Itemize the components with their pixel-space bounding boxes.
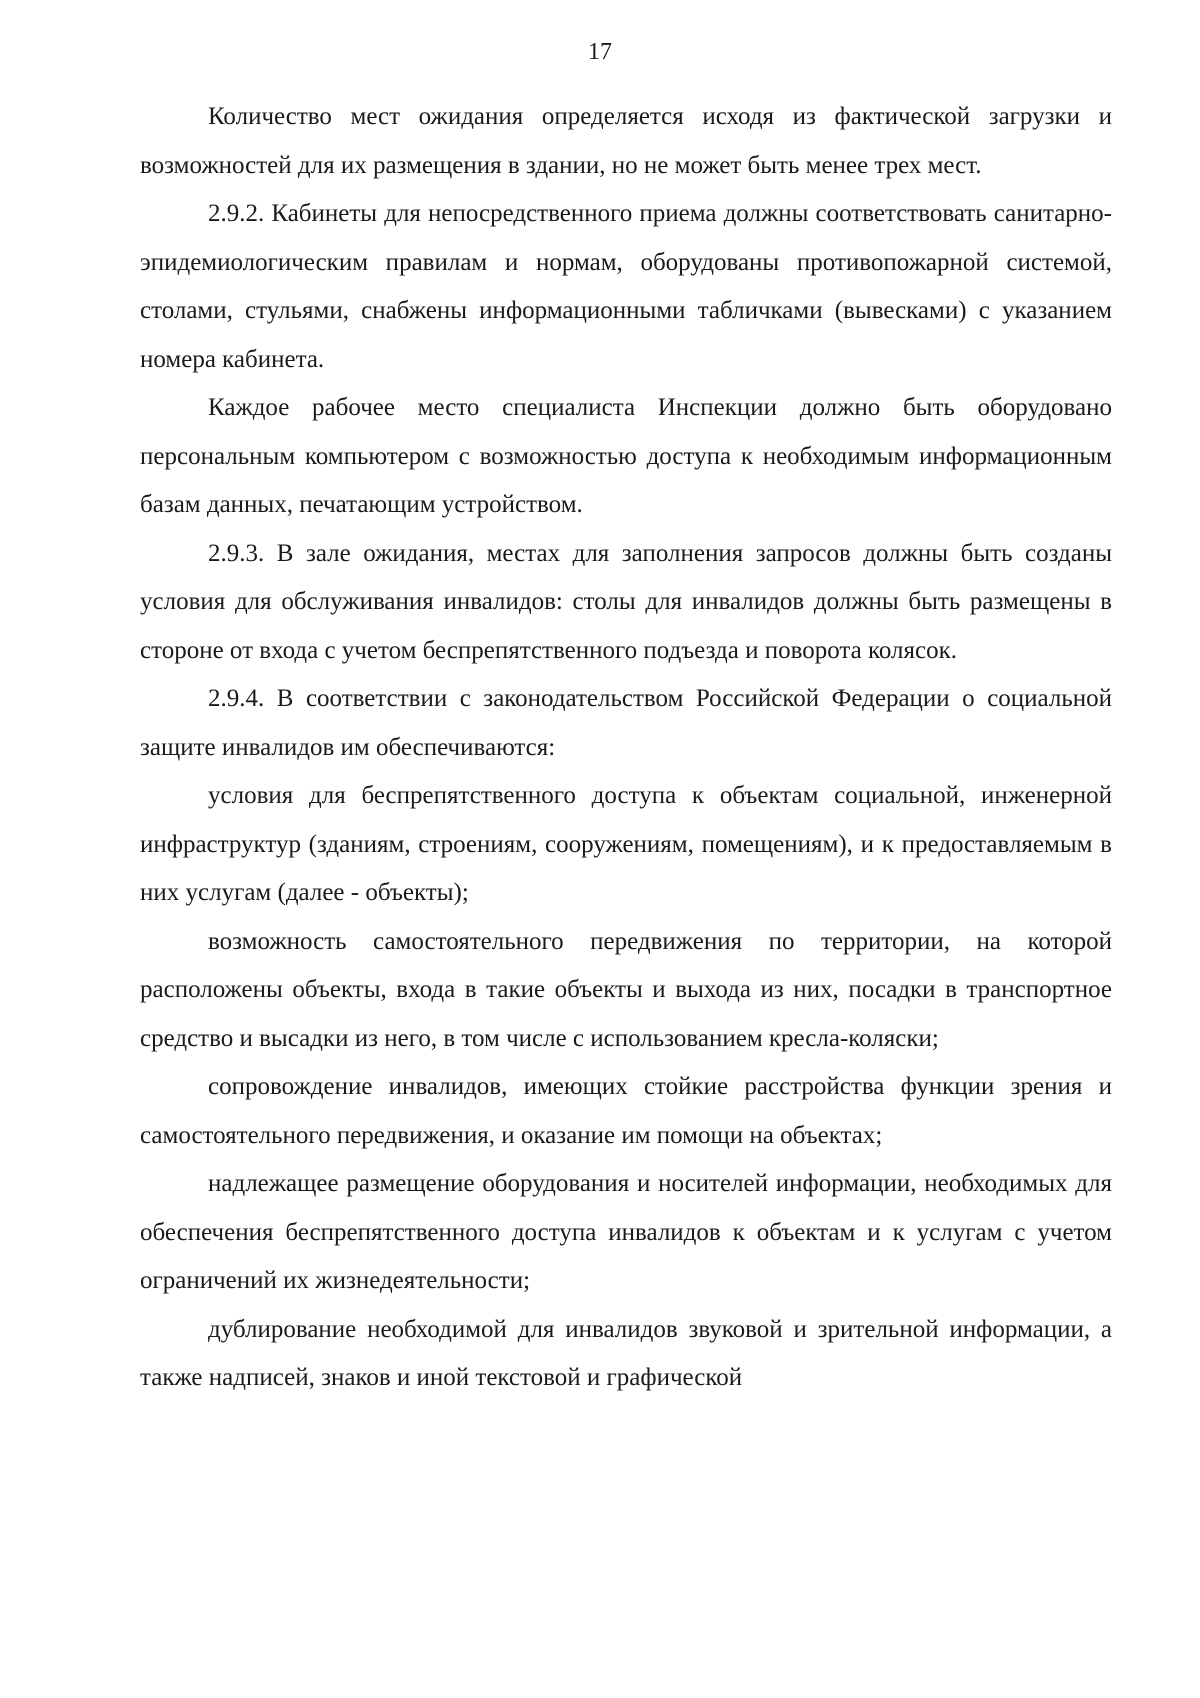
paragraph-workplace: Каждое рабочее место специалиста Инспекции должно быть оборудовано персональным компьютером с возможностью доступа к необходимым информационным базам данных, печатающим устройством. <box>140 394 1112 518</box>
paragraph-2-9-4: 2.9.4. В соответствии с законодательством Российской Федерации о социальной защите инвалидов им обеспечиваются: <box>140 685 1112 761</box>
paragraph-information-duplication: дублирование необходимой для инвалидов звуковой и зрительной информации, а также надписей, знаков и иной текстовой и графической <box>140 1315 1112 1391</box>
page-number: 17 <box>588 39 612 65</box>
paragraph-2-9-2: 2.9.2. Кабинеты для непосредственного приема должны соответствовать санитарно-эпидемиологическим правилам и нормам, оборудованы противопожарной системой, столами, стульями, снабжены информационными табличками (вывесками) с указанием номера кабинета. <box>140 200 1112 373</box>
paragraph-movement: возможность самостоятельного передвижения по территории, на которой расположены объекты, входа в такие объекты и выхода из них, посадки в транспортное средство и высадки из него, в том числе с использованием кресла-коляски; <box>140 927 1112 1052</box>
paragraph-2-9-3: 2.9.3. В зале ожидания, местах для заполнения запросов должны быть созданы условия для обслуживания инвалидов: столы для инвалидов должны быть размещены в стороне от входа с учетом беспрепятственного подъезда и поворота колясок. <box>140 539 1112 664</box>
document-body <box>140 93 1112 1403</box>
paragraph-equipment-placement: надлежащее размещение оборудования и носителей информации, необходимых для обеспечения беспрепятственного доступа инвалидов к объектам и к услугам с учетом ограничений их жизнедеятельности; <box>140 1170 1112 1294</box>
paragraph-waiting-places: Количество мест ожидания определяется исходя из фактической загрузки и возможностей для их размещения в здании, но не может быть менее трех мест. <box>140 103 1112 179</box>
paragraph-escort: сопровождение инвалидов, имеющих стойкие расстройства функции зрения и самостоятельного передвижения, и оказание им помощи на объектах; <box>140 1073 1112 1149</box>
paragraph-access-conditions: условия для беспрепятственного доступа к объектам социальной, инженерной инфраструктур (зданиям, строениям, сооружениям, помещениям), и к предоставляемым в них услугам (далее - объекты); <box>140 782 1112 906</box>
